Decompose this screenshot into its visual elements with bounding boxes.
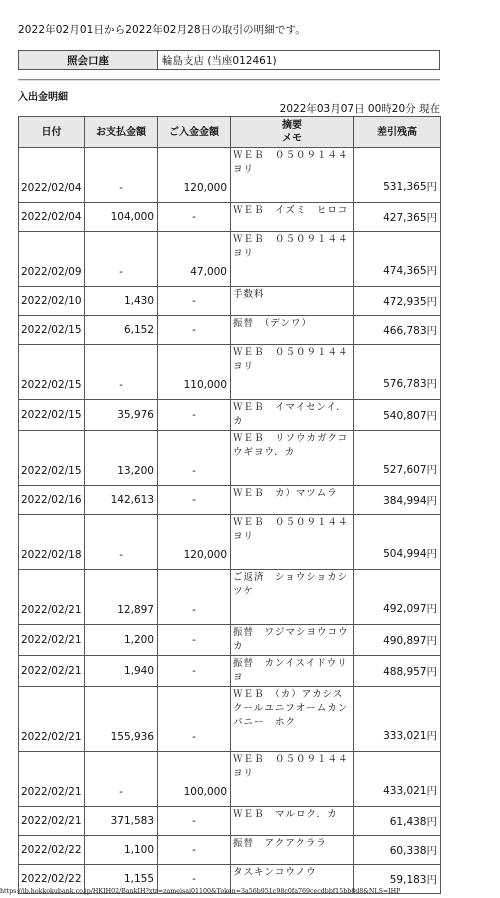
- cell-withdrawal: 1,430: [85, 287, 158, 316]
- table-header-row: [19, 117, 441, 148]
- cell-withdrawal: 1,100: [85, 836, 158, 865]
- cell-balance: 427,365円: [354, 203, 441, 232]
- cell-date: 2022/02/21: [19, 656, 85, 687]
- table-row: [19, 836, 441, 865]
- cell-deposit: 120,000: [158, 148, 231, 203]
- cell-deposit: 47,000: [158, 232, 231, 287]
- table-row: [19, 515, 441, 570]
- cell-date: 2022/02/21: [19, 570, 85, 625]
- cell-balance: 492,097円: [354, 570, 441, 625]
- cell-balance: 384,994円: [354, 486, 441, 515]
- cell-date: 2022/02/15: [19, 431, 85, 486]
- cell-withdrawal: 104,000: [85, 203, 158, 232]
- table-row: [19, 287, 441, 316]
- cell-balance: 531,365円: [354, 148, 441, 203]
- cell-date: 2022/02/10: [19, 287, 85, 316]
- cell-withdrawal: -: [85, 752, 158, 807]
- col-date-header: 日付: [19, 117, 85, 148]
- table-row: [19, 807, 441, 836]
- cell-memo: ＷＥＢ マルロク．カ: [231, 807, 354, 836]
- cell-date: 2022/02/18: [19, 515, 85, 570]
- table-row: [19, 656, 441, 687]
- cell-deposit: -: [158, 287, 231, 316]
- account-label: 照会口座: [19, 51, 158, 70]
- cell-memo: ＷＥＢ イズミ ヒロコ: [231, 203, 354, 232]
- table-row: [19, 345, 441, 400]
- col-deposit-header: ご入金金額: [158, 117, 231, 148]
- cell-memo: 手数料: [231, 287, 354, 316]
- cell-deposit: -: [158, 431, 231, 486]
- cell-withdrawal: 6,152: [85, 316, 158, 345]
- cell-date: 2022/02/09: [19, 232, 85, 287]
- col-memo-header-line1: 摘要: [282, 120, 302, 131]
- cell-withdrawal: -: [85, 345, 158, 400]
- cell-balance: 576,783円: [354, 345, 441, 400]
- cell-date: 2022/02/15: [19, 345, 85, 400]
- cell-date: 2022/02/16: [19, 486, 85, 515]
- cell-withdrawal: -: [85, 232, 158, 287]
- cell-withdrawal: -: [85, 148, 158, 203]
- cell-memo: ＷＥＢ ０５０９１４４ヨリ: [231, 515, 354, 570]
- cell-date: 2022/02/21: [19, 625, 85, 656]
- cell-deposit: -: [158, 865, 231, 894]
- table-row: [19, 625, 441, 656]
- cell-deposit: -: [158, 625, 231, 656]
- cell-date: 2022/02/22: [19, 865, 85, 894]
- cell-balance: 488,957円: [354, 656, 441, 687]
- table-row: [19, 203, 441, 232]
- cell-memo: ＷＥＢ （カ）アカシスクールユニフオームカンパニー ホク: [231, 687, 354, 752]
- cell-withdrawal: 35,976: [85, 400, 158, 431]
- cell-memo: ＷＥＢ リソウカガクコウギヨウ．カ: [231, 431, 354, 486]
- cell-date: 2022/02/21: [19, 752, 85, 807]
- cell-deposit: -: [158, 807, 231, 836]
- cell-date: 2022/02/04: [19, 148, 85, 203]
- cell-balance: 61,438円: [354, 807, 441, 836]
- cell-date: 2022/02/21: [19, 807, 85, 836]
- cell-memo: タスキンコウノウ: [231, 865, 354, 894]
- transaction-rows: [19, 148, 441, 894]
- cell-memo: ＷＥＢ ０５０９１４４ヨリ: [231, 148, 354, 203]
- cell-withdrawal: 1,940: [85, 656, 158, 687]
- cell-balance: 333,021円: [354, 687, 441, 752]
- cell-deposit: -: [158, 316, 231, 345]
- cell-withdrawal: 155,936: [85, 687, 158, 752]
- cell-date: 2022/02/04: [19, 203, 85, 232]
- cell-memo: ＷＥＢ ０５０９１４４ヨリ: [231, 345, 354, 400]
- cell-deposit: 110,000: [158, 345, 231, 400]
- cell-deposit: -: [158, 486, 231, 515]
- cell-date: 2022/02/15: [19, 316, 85, 345]
- account-row: [19, 51, 440, 70]
- cell-withdrawal: 371,583: [85, 807, 158, 836]
- cell-balance: 433,021円: [354, 752, 441, 807]
- cell-memo: ご返済 ショウショカシツケ: [231, 570, 354, 625]
- section-divider: [18, 79, 440, 81]
- cell-deposit: 100,000: [158, 752, 231, 807]
- cell-memo: ＷＥＢ ０５０９１４４ヨリ: [231, 232, 354, 287]
- cell-memo: 振替 （デンワ）: [231, 316, 354, 345]
- cell-withdrawal: -: [85, 515, 158, 570]
- cell-balance: 60,338円: [354, 836, 441, 865]
- cell-balance: 466,783円: [354, 316, 441, 345]
- cell-memo: 振替 ワジマシヨウコウカ: [231, 625, 354, 656]
- cell-memo: 振替 カンイスイドウリヨ: [231, 656, 354, 687]
- table-row: [19, 148, 441, 203]
- table-row: [19, 232, 441, 287]
- cell-deposit: -: [158, 203, 231, 232]
- cell-memo: ＷＥＢ カ）マツムラ: [231, 486, 354, 515]
- table-row: [19, 570, 441, 625]
- transaction-table: [18, 116, 441, 894]
- footer-url: https://ib.hokkokubank.co.jp/HKIH02/BankIH?xtr=zameisai01100&Token=3a56b951c98c0fa769cecdbbf15bb8d8&NLS=IHP: [0, 888, 401, 895]
- statement-intro: 2022年02月01日から2022年02月28日の取引の明細です。: [18, 24, 306, 36]
- cell-deposit: -: [158, 656, 231, 687]
- cell-date: 2022/02/21: [19, 687, 85, 752]
- cell-withdrawal: 142,613: [85, 486, 158, 515]
- cell-balance: 472,935円: [354, 287, 441, 316]
- account-value: 輪島支店 (当座012461): [158, 51, 440, 70]
- cell-memo: ＷＥＢ ０５０９１４４ヨリ: [231, 752, 354, 807]
- cell-balance: 490,897円: [354, 625, 441, 656]
- cell-deposit: 120,000: [158, 515, 231, 570]
- col-memo-header-line2: メモ: [282, 133, 302, 144]
- cell-withdrawal: 1,200: [85, 625, 158, 656]
- cell-date: 2022/02/15: [19, 400, 85, 431]
- account-table: [18, 50, 440, 70]
- table-row: [19, 316, 441, 345]
- cell-deposit: -: [158, 836, 231, 865]
- col-withdrawal-header: お支払金額: [85, 117, 158, 148]
- cell-date: 2022/02/22: [19, 836, 85, 865]
- cell-memo: 振替 アクアクララ: [231, 836, 354, 865]
- table-row: [19, 752, 441, 807]
- col-memo-header: [231, 117, 354, 148]
- as-of-timestamp: 2022年03月07日 00時20分 現在: [279, 103, 440, 115]
- cell-deposit: -: [158, 687, 231, 752]
- table-row: [19, 431, 441, 486]
- cell-balance: 527,607円: [354, 431, 441, 486]
- cell-deposit: -: [158, 570, 231, 625]
- col-balance-header: 差引残高: [354, 117, 441, 148]
- cell-withdrawal: 13,200: [85, 431, 158, 486]
- cell-withdrawal: 1,155: [85, 865, 158, 894]
- table-row: [19, 486, 441, 515]
- cell-memo: ＷＥＢ イマイセンイ．カ: [231, 400, 354, 431]
- cell-balance: 59,183円: [354, 865, 441, 894]
- cell-balance: 540,807円: [354, 400, 441, 431]
- table-row: [19, 687, 441, 752]
- table-row: [19, 400, 441, 431]
- cell-balance: 474,365円: [354, 232, 441, 287]
- cell-withdrawal: 12,897: [85, 570, 158, 625]
- cell-deposit: -: [158, 400, 231, 431]
- section-title: 入出金明細: [18, 92, 68, 103]
- cell-balance: 504,994円: [354, 515, 441, 570]
